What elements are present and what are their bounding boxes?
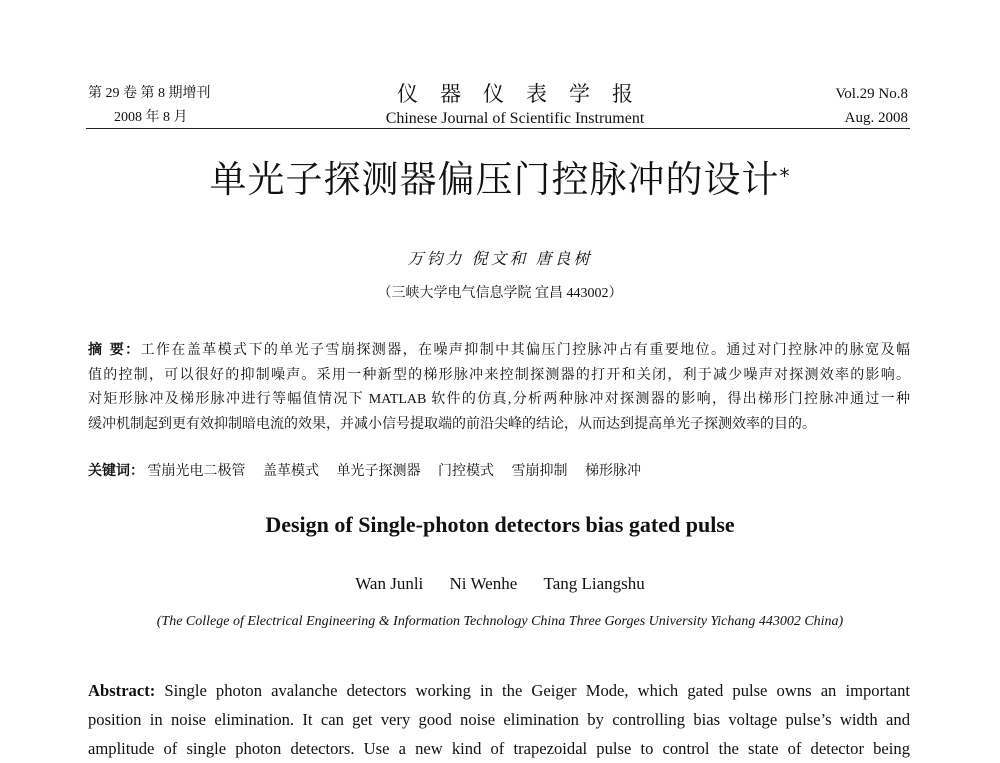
keyword-item: 雪崩抑制 bbox=[511, 464, 568, 479]
keyword-item: 单光子探测器 bbox=[336, 464, 421, 479]
header-left bbox=[88, 82, 211, 130]
keywords-cn bbox=[88, 460, 655, 480]
header-journal bbox=[300, 80, 730, 130]
abstract-cn-line-1: 摘 要：工作在盖革模式下的单光子雪崩探测器，在噪声抑制中其偏压门控脉冲占有重要地位。通过对门控脉冲的脉宽及幅 bbox=[88, 342, 910, 358]
title-footnote-mark: * bbox=[779, 164, 791, 188]
abstract-en bbox=[88, 676, 910, 763]
author-en: Wan Junli bbox=[355, 574, 424, 593]
keyword-item: 盖革模式 bbox=[263, 464, 319, 479]
header-right bbox=[835, 82, 908, 130]
journal-name-en: Chinese Journal of Scientific Instrument bbox=[385, 110, 645, 127]
affiliation-en: (The College of Electrical Engineering & Information Technology China Three Gorges University Yichang 443002 China) bbox=[156, 614, 844, 629]
keyword-item: 门控模式 bbox=[438, 464, 494, 479]
keywords-cn-label: 关键词： bbox=[88, 463, 144, 479]
abstract-cn-line-3: 对矩形脉冲及梯形脉冲进行等幅值情况下 MATLAB 软件的仿真,分析两种脉冲对探测器的影响，得出梯形门控脉冲通过一种 bbox=[88, 392, 910, 408]
author-en: Ni Wenhe bbox=[449, 574, 518, 593]
journal-name-cn: 仪器仪表学报 bbox=[397, 82, 655, 106]
affiliation-cn: （三峡大学电气信息学院 宜昌 443002） bbox=[377, 286, 623, 301]
abstract-en-line-2: position in noise elimination. It can get very good noise elimination by controlling bias voltage pulse’s width and bbox=[88, 710, 910, 729]
header-rule bbox=[86, 128, 910, 129]
authors-cn: 万钧力 倪文和 唐良树 bbox=[407, 251, 593, 268]
header-date-en: Aug. 2008 bbox=[844, 110, 908, 126]
abstract-en-label: Abstract: bbox=[88, 681, 156, 700]
header-date-cn: 2008 年 8 月 bbox=[114, 110, 188, 125]
paper-title-cn bbox=[0, 156, 1000, 204]
abstract-cn-line-2: 值的控制，可以很好的抑制噪声。采用一种新型的梯形脉冲来控制探测器的打开和关闭，利于减少噪声对探测效率的影响。 bbox=[88, 367, 910, 383]
author-en: Tang Liangshu bbox=[543, 574, 645, 593]
paper-title-cn-text: 单光子探测器偏压门控脉冲的设计 bbox=[209, 158, 780, 201]
keyword-item: 梯形脉冲 bbox=[585, 464, 641, 479]
authors-en bbox=[0, 574, 1000, 594]
header-vol-no: Vol.29 No.8 bbox=[835, 86, 908, 102]
keyword-item: 雪崩光电二极管 bbox=[147, 464, 246, 479]
paper-title-en: Design of Single-photon detectors bias gated pulse bbox=[265, 512, 735, 537]
header-volume-issue: 第 29 卷 第 8 期增刊 bbox=[88, 86, 211, 101]
abstract-cn-line-4: 缓冲机制起到更有效抑制暗电流的效果，并减小信号提取端的前沿尖峰的结论，从而达到提高单光子探测效率的目的。 bbox=[88, 416, 816, 432]
abstract-cn-label: 摘 要： bbox=[88, 342, 141, 358]
abstract-en-line-1: Abstract: Single photon avalanche detectors working in the Geiger Mode, which gated pulse owns an important bbox=[88, 681, 910, 700]
abstract-en-line-3: amplitude of single photon detectors. Use a new kind of trapezoidal pulse to control the state of detector being bbox=[88, 739, 910, 758]
abstract-cn bbox=[88, 338, 910, 437]
